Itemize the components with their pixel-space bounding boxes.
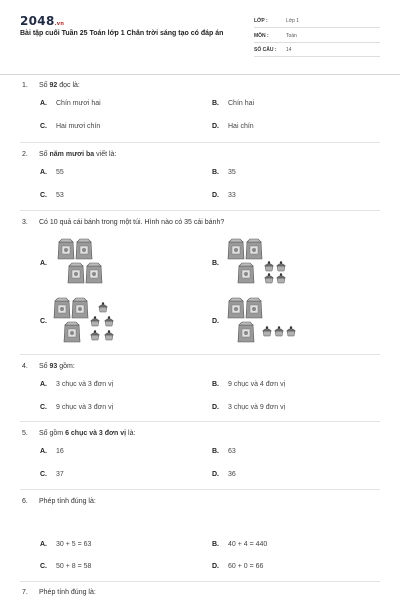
option-a[interactable]: [40, 381, 113, 388]
meta-count-row: [254, 45, 380, 57]
option-d[interactable]: [212, 192, 236, 199]
option-letter: A.: [40, 260, 47, 267]
question-number: 6.: [22, 498, 28, 505]
option-b[interactable]: [212, 381, 285, 388]
question-6: [22, 498, 96, 505]
option-text: Chín mươi hai: [56, 100, 101, 107]
option-a[interactable]: [40, 100, 101, 107]
option-text: 9 chục và 4 đơn vị: [228, 381, 286, 388]
question-1: [22, 82, 80, 89]
question-divider: [20, 581, 380, 582]
bags-picture-a: [56, 237, 116, 289]
question-2: [22, 151, 116, 158]
option-text: 16: [56, 448, 64, 455]
option-b[interactable]: [212, 541, 267, 548]
option-text: 55: [56, 169, 64, 176]
option-d[interactable]: [212, 563, 263, 570]
option-letter: C.: [40, 318, 47, 325]
question-emphasis: 6 chục và 3 đơn vị: [65, 430, 127, 437]
option-text: 37: [56, 471, 64, 478]
meta-subject-row: [254, 31, 380, 43]
question-emphasis: 92: [49, 82, 58, 89]
option-text: 36: [228, 471, 236, 478]
bags-and-cakes-picture-c: [52, 296, 122, 348]
option-letter: A.: [40, 100, 47, 107]
option-b[interactable]: [212, 169, 236, 176]
question-text: Phép tính đúng là:: [39, 498, 96, 505]
question-number: 2.: [22, 151, 28, 158]
option-letter: B.: [212, 381, 219, 388]
question-4: [22, 363, 75, 370]
option-letter: A.: [40, 541, 47, 548]
question-divider: [20, 489, 380, 490]
option-text: 53: [56, 192, 64, 199]
worksheet-title: Bài tập cuối Tuần 25 Toán lớp 1 Chân trời sáng tạo có đáp án: [20, 30, 224, 37]
option-text: 60 + 0 = 66: [228, 563, 264, 570]
option-text: Hai chín: [228, 123, 254, 130]
question-number: 7.: [22, 589, 28, 596]
option-letter: D.: [212, 471, 219, 478]
question-number: 1.: [22, 82, 28, 89]
bags-and-cakes-picture-b: [226, 237, 296, 289]
option-a[interactable]: [40, 448, 64, 455]
option-letter: A.: [40, 381, 47, 388]
option-c[interactable]: [40, 471, 64, 478]
option-letter: B.: [212, 448, 219, 455]
option-letter: B.: [212, 541, 219, 548]
option-c[interactable]: [40, 563, 91, 570]
meta-key: SỐ CÂU :: [254, 47, 277, 53]
option-c[interactable]: [40, 192, 64, 199]
question-3: [22, 219, 224, 226]
option-letter: D.: [212, 318, 219, 325]
question-text: Phép tính đúng là:: [39, 589, 96, 596]
meta-key: MÔN :: [254, 33, 269, 39]
meta-value: 14: [286, 47, 292, 53]
question-text: Số: [39, 82, 50, 89]
option-letter: A.: [40, 169, 47, 176]
meta-key: LỚP :: [254, 18, 268, 24]
option-letter: D.: [212, 123, 219, 130]
question-number: 5.: [22, 430, 28, 437]
question-emphasis: năm mươi ba: [49, 151, 95, 158]
option-letter: D.: [212, 563, 219, 570]
option-letter: C.: [40, 192, 47, 199]
question-7: [22, 589, 96, 596]
option-d[interactable]: [212, 404, 285, 411]
question-text-end: viết là:: [94, 151, 117, 158]
question-text: Có 10 quả cái bánh trong một túi. Hình nào có 35 cái bánh?: [39, 219, 225, 226]
logo-text: 2048: [20, 14, 55, 28]
question-text: Số: [39, 363, 50, 370]
question-text-end: gồm:: [57, 363, 75, 370]
option-a[interactable]: [40, 260, 56, 267]
meta-value: Toán: [286, 33, 297, 39]
option-text: Hai mươi chín: [56, 123, 101, 130]
option-letter: C.: [40, 471, 47, 478]
option-text: 33: [228, 192, 236, 199]
header-divider: [0, 74, 400, 75]
option-b[interactable]: [212, 100, 254, 107]
option-text: 63: [228, 448, 236, 455]
option-text: 3 chục và 9 đơn vị: [228, 404, 286, 411]
option-text: 30 + 5 = 63: [56, 541, 92, 548]
option-d[interactable]: [212, 471, 236, 478]
question-text: Số gồm: [39, 430, 66, 437]
option-text: 50 + 8 = 58: [56, 563, 92, 570]
option-text: Chín hai: [228, 100, 255, 107]
option-c[interactable]: [40, 404, 113, 411]
question-divider: [20, 142, 380, 143]
question-text-end: đọc là:: [57, 82, 80, 89]
option-letter: A.: [40, 448, 47, 455]
question-divider: [20, 354, 380, 355]
question-number: 3.: [22, 219, 28, 226]
bags-and-cakes-picture-d: [226, 296, 298, 348]
option-b[interactable]: [212, 448, 236, 455]
option-letter: B.: [212, 169, 219, 176]
site-logo[interactable]: [20, 14, 64, 28]
option-letter: C.: [40, 123, 47, 130]
option-letter: D.: [212, 192, 219, 199]
question-emphasis: 93: [49, 363, 58, 370]
option-c[interactable]: [40, 123, 100, 130]
option-a[interactable]: [40, 541, 91, 548]
meta-value: Lớp 1: [286, 18, 300, 24]
option-letter: B.: [212, 260, 219, 267]
option-letter: D.: [212, 404, 219, 411]
question-divider: [20, 421, 380, 422]
option-d[interactable]: [212, 123, 254, 130]
option-letter: C.: [40, 404, 47, 411]
option-text: 9 chục và 3 đơn vị: [56, 404, 114, 411]
question-number: 4.: [22, 363, 28, 370]
question-text-end: là:: [126, 430, 136, 437]
option-text: 3 chục và 3 đơn vị: [56, 381, 114, 388]
option-text: 35: [228, 169, 236, 176]
option-a[interactable]: [40, 169, 64, 176]
question-text: Số: [39, 151, 50, 158]
question-divider: [20, 210, 380, 211]
option-letter: C.: [40, 563, 47, 570]
logo-tld: .vn: [54, 21, 65, 27]
meta-class-row: [254, 16, 380, 28]
option-letter: B.: [212, 100, 219, 107]
worksheet-header: [0, 0, 400, 74]
question-5: [22, 430, 135, 437]
option-text: 40 + 4 = 440: [228, 541, 268, 548]
